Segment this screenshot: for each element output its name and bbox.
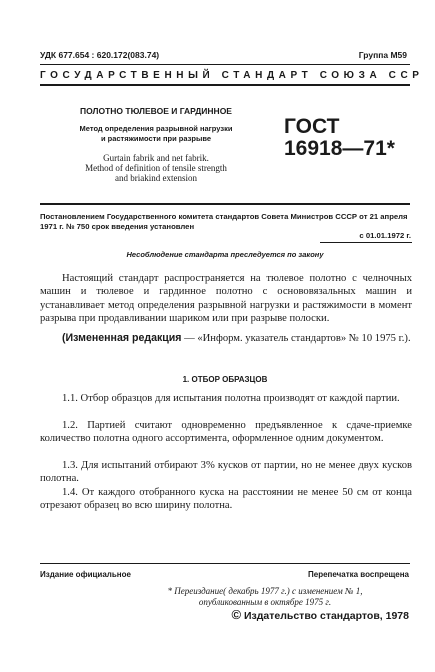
subtitle-line-2: и растяжимости при разрыве [100, 134, 212, 143]
effective-date: с 01.01.1972 г. [359, 231, 411, 240]
copyright-text: Издательство стандартов, 1978 [243, 610, 409, 622]
footer-rule [40, 563, 410, 564]
section-title: 1. ОТБОР ОБРАЗЦОВ [182, 375, 268, 384]
effective-date-rule [320, 242, 412, 243]
amendment-rest: — «Информ. указатель стандартов» № 10 1975 г.). [181, 333, 411, 344]
copyright [231, 607, 409, 622]
amendment-note [40, 332, 412, 345]
paragraph-1-4: 1.4. От каждого отобранного куска на расстоянии не менее 50 см от конца отрезают образец во всю ширину полотна. [40, 487, 412, 512]
header-rule-bottom [40, 84, 410, 86]
subtitle-line-1: Метод определения разрывной нагрузки [79, 124, 233, 133]
gost-designation [284, 116, 404, 160]
header-rule-top [40, 64, 410, 65]
state-standard-heading: ГОСУДАРСТВЕННЫЙ СТАНДАРТ СОЮЗА ССР [40, 70, 424, 81]
title-rule [40, 203, 410, 205]
resolution-text: Постановлением Государственного комитета стандартов Совета Министров СССР от 21 апреля 1971 г. № 750 срок введения установлен [40, 212, 408, 231]
gost-label: ГОСТ [284, 115, 340, 138]
udk-code: УДК 677.654 : 620.172(083.74) [40, 50, 160, 60]
official-edition: Издание официальное [40, 570, 131, 579]
reissue-line-1: * Переиздание( декабрь 1977 г.) с изменением № 1, [167, 586, 363, 596]
reissue-line-2: опубликованным в октябре 1975 г. [198, 597, 332, 607]
standard-title-ru: ПОЛОТНО ТЮЛЕВОЕ И ГАРДИННОЕ [80, 106, 232, 116]
standard-title-en [40, 153, 272, 183]
copyright-sign: © [231, 607, 242, 622]
paragraph-1-3: 1.3. Для испытаний отбирают 3% кусков от партии, но не менее двух кусков полотна. [40, 460, 412, 485]
title-en-line-2: Method of definition of tensile strength [85, 163, 227, 173]
gost-number: 16918—71* [284, 137, 395, 160]
paragraph-1-1: 1.1. Отбор образцов для испытания полотна производят от каждой партии. [62, 393, 400, 404]
law-note: Несоблюдение стандарта преследуется по закону [126, 250, 324, 259]
reprint-notice: Перепечатка воспрещена [308, 570, 409, 579]
group-code: Группа М59 [358, 50, 407, 60]
paragraph-1-2: 1.2. Партией считают одновременно предъявленное к сдаче-приемке количество полотна одного ассортимента, оформленное одним документом. [40, 420, 412, 445]
amendment-bold: (Измененная редакция [62, 332, 182, 344]
reissue-note [120, 586, 410, 608]
intro-paragraph: Настоящий стандарт распространяется на тюлевое полотно с челночных машин и тюлевое и гардинное полотно с основовязальных машин и устанавливает метод определения разрывной нагрузки и растяжимости в момент разрыва при продавливании шариком или при разрыве полоски. [40, 273, 412, 325]
title-en-line-3: and briakind extension [115, 173, 197, 183]
title-en-line-1: Gurtain fabrik and net fabrik. [103, 153, 209, 163]
standard-subtitle-ru [40, 124, 272, 144]
